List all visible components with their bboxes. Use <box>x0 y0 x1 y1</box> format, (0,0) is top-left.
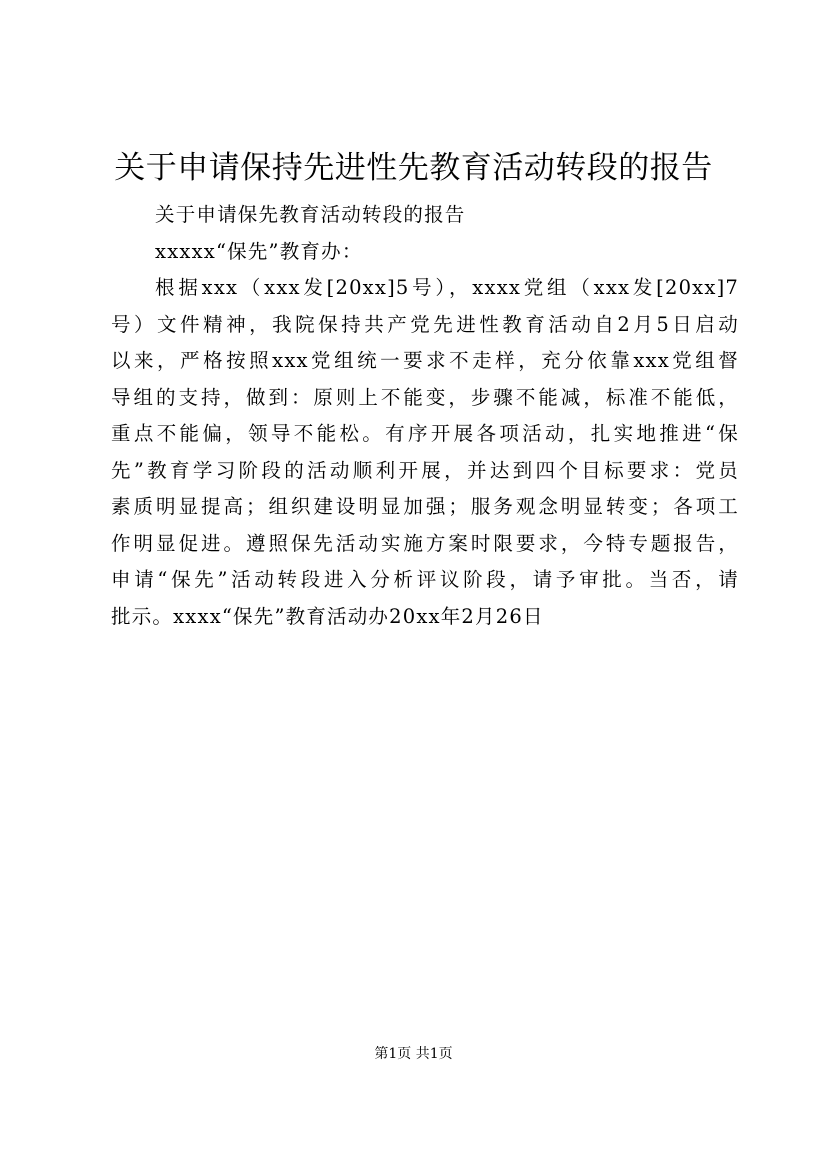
body-line-7: 素质明显提高；组织建设明显加强；服务观念明显转变；各项工 <box>111 495 739 518</box>
document-subtitle: 关于申请保先教育活动转段的报告 <box>155 203 466 226</box>
salutation: xxxxx“保先”教育办： <box>155 239 363 263</box>
body-line-8: 作明显促进。遵照保先活动实施方案时限要求，今特专题报告， <box>111 531 739 555</box>
body-line-1: 根据xxx（xxx发[20xx]5号），xxxx党组（xxx发[20xx]7 <box>155 276 739 299</box>
body-line-10: 批示。xxxx“保先”教育活动办20xx年2月26日 <box>111 604 544 628</box>
body-line-9: 申请“保先”活动转段进入分析评议阶段，请予审批。当否，请 <box>111 568 739 591</box>
body-line-6: 先”教育学习阶段的活动顺利开展，并达到四个目标要求：党员 <box>111 458 739 482</box>
page-footer: 第1页 共1页 <box>374 1046 453 1062</box>
body-line-3: 以来，严格按照xxx党组统一要求不走样，充分依靠xxx党组督 <box>111 349 739 372</box>
document-body <box>111 197 739 635</box>
body-line-5: 重点不能偏，领导不能松。有序开展各项活动，扎实地推进“保 <box>111 422 739 445</box>
body-line-2: 号）文件精神，我院保持共产党先进性教育活动自2月5日启动 <box>111 312 739 336</box>
document-title: 关于申请保持先进性先教育活动转段的报告 <box>114 150 713 186</box>
body-line-4: 导组的支持，做到：原则上不能变，步骤不能减，标准不能低， <box>111 385 739 409</box>
